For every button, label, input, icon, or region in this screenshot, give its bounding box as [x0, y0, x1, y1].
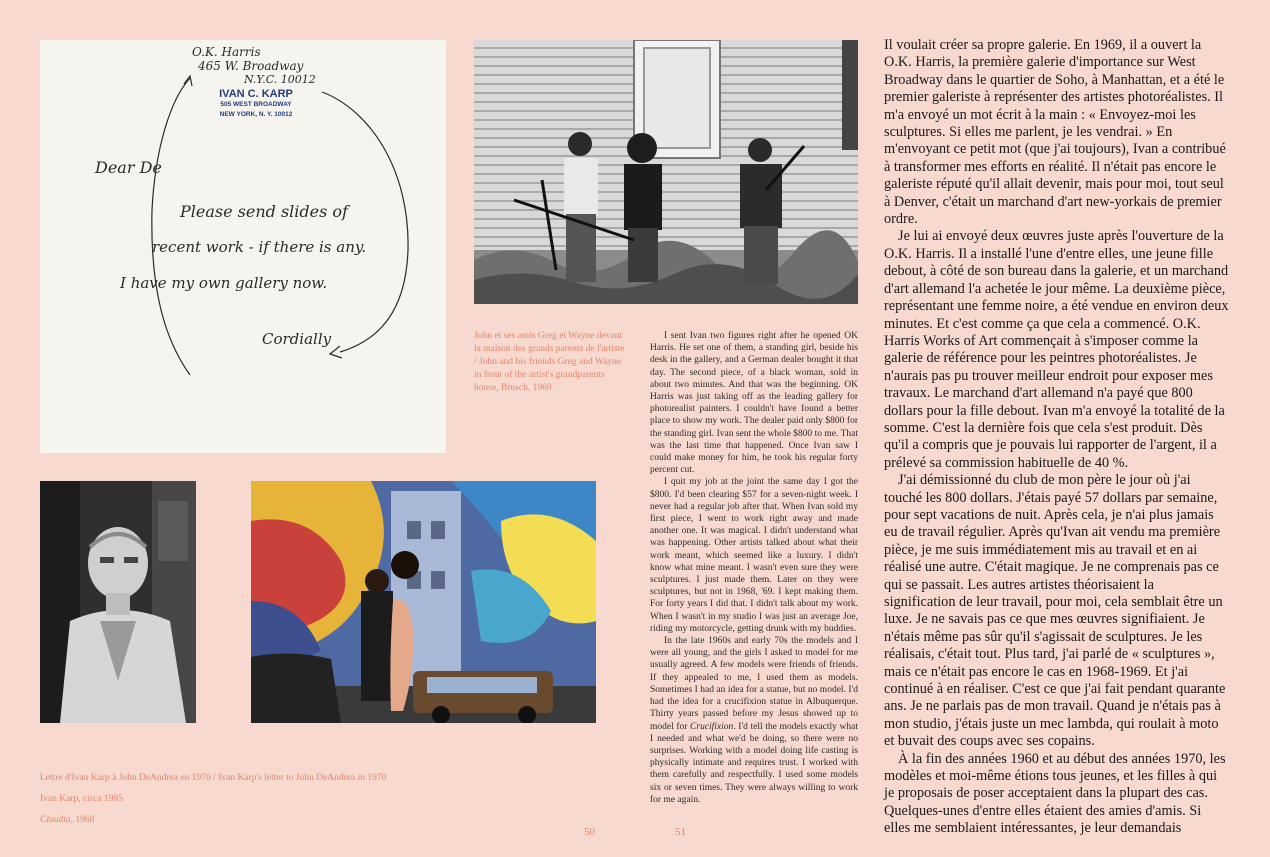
- letter-body-line3: I have my own gallery now.: [120, 274, 328, 292]
- french-paragraph: Il voulait créer sa propre galerie. En 1969, il a ouvert la O.K. Harris, la première galerie d'importance sur West Broadway dans le quartier de Soho, à Manhattan, et a été le premier galeriste à représenter des artistes photoréalistes. Il m'a envoyé un mot écrit à la main : « Envoyez-moi les sculptures. Si elles me parlent, je les vendrai. » En m'envoyant ce petit mot (que j'ai toujours), Ivan a contribué à transformer mes efforts en réalité. Il n'était pas encore le galeriste réputé qu'il allait devenir, mais pour moi, tout seul à Denver, c'était un marchand d'art new-yorkais de premier ordre.: [884, 37, 1226, 228]
- caption-claudia-title: Claudia: [40, 815, 71, 825]
- page-number-left: 50: [584, 826, 595, 838]
- french-text-column: [884, 37, 1229, 838]
- bw-photo-illustration: [474, 40, 858, 304]
- letterhead-city: NEW YORK, N. Y. 10012: [219, 111, 293, 118]
- letterhead-name: IVAN C. KARP: [219, 88, 293, 100]
- letter-closing: Cordially: [262, 330, 332, 348]
- english-paragraph-part: . I'd tell the models exactly what I needed and what we'd be doing, so there were no surprises. Working with a model doing life casting is physically intimate and requires trust. I worked with them carefully and respectfully. I used some models six or seven times. They were always willing to work for me again.: [650, 721, 858, 805]
- letter-address-line3: N.Y.C. 10012: [244, 73, 316, 86]
- english-paragraph: I quit my job at the joint the same day I got the $800. I'd been clearing $57 for a seven-night week. I never had a regular job after that. When Ivan sold my first piece, I went to work right away and made another one. It was magical. I didn't understand what was happening. Other artists talked about what their work meant, which seemed like a luxury. I didn't know what mine meant. I wasn't even sure they were sculptures. I just made them. Later on they were sculptures, but not in 1968, '69. I kept making them. For forty years I did that. I didn't talk about my work. When I wasn't in my studio I was just an average Joe, riding my motorcycle, getting drunk with my buddies.: [650, 477, 858, 634]
- handwritten-letter: [40, 40, 446, 453]
- artwork-title-crucifixion: Crucifixion: [690, 721, 734, 732]
- caption-claudia-line: [40, 814, 460, 827]
- french-paragraph: Je lui ai envoyé deux œuvres juste après l'ouverture de la O.K. Harris. Il a installé l'une d'entre elles, une jeune fille debout, à côté de son bureau dans la galerie, et un marchand d'art allemand l'a achetée le jour même. La deuxième pièce, représentant une femme noire, a été vendue en environ deux minutes. Et c'est comme ça que cela a commencé. O.K. Harris Works of Art commençait à s'imposer comme la galerie de référence pour les peintres photoréalistes. Je n'aurais pas pu trouver meilleur endroit pour exposer mes travaux. Le marchand d'art allemand n'a payé que 800 dollars pour la fille debout. Ivan m'a envoyé la totalité de la somme. C'est la dernière fois que cela s'est produit. Dès qu'il a compris que je pouvais lui rapporter de l'argent, il a prélevé sa commission habituelle de 40 %.: [884, 228, 1229, 471]
- letter-body-line1: Please send slides of: [180, 202, 348, 221]
- photo-john-and-friends: [474, 40, 858, 304]
- letter-address-line1: O.K. Harris: [192, 45, 261, 59]
- english-paragraph: I sent Ivan two figures right after he opened OK Harris. He set one of them, a standing girl, beside his desk in the gallery, and a German dealer bought it that day. The second piece, of a black woman, sold in about two minutes. And that was the beginning. OK Harris was just taking off as the leading gallery for photorealist painters. I couldn't have found a better place to show my work. The dealer paid only $800 for the standing girl. Ivan sent the whole $800 to me. That was the last time that happened. Once Ivan saw I could make money for him, he took his regular forty percent cut.: [650, 331, 858, 476]
- photo-claudia: [251, 481, 596, 723]
- karp-photo-illustration: [40, 481, 196, 723]
- english-paragraph: [650, 635, 858, 806]
- french-paragraph: J'ai démissionné du club de mon père le jour où j'ai touché les 800 dollars. J'étais payé 57 dollars par semaine, pour sept vacations de nuit. Après cela, je n'ai plus jamais eu de travail régulier. Après qu'Ivan ait vendu ma première pièce, je me suis immédiatement mis au travail et en ai réalisé une autre. C'était magique. Je ne comprenais pas ce qui se passait. Les autres artistes théorisaient la signification de leur travail, pour moi, cela semblait être un luxe. Je ne savais pas ce que mes œuvres signifiaient. Je n'étais même pas sûr qu'il s'agissait de sculptures. Je les réalisais, c'était tout. Plus tard, j'ai parlé de « sculptures », mais ce n'était pas encore le cas en 1968-1969. Et j'ai continué à en réaliser. C'est ce que j'ai fait pendant quarante ans. Je ne parlais pas de mon travail. Quand je n'étais pas à mon studio, j'étais juste un mec lambda, qui roulait à moto et buvait des coups avec ses copains.: [884, 472, 1226, 750]
- letter-address-line2: 465 W. Broadway: [198, 59, 304, 73]
- english-paragraph-part: In the late 1960s and early 70s the models and I were all young, and the girls I asked to model for me usually agreed. A few models were friends of friends. If they appealed to me, I used them as models. Sometimes I had an idea for a statue, but no model. I'd had the idea for a crucifixion statue in Albuquerque. Thirty years passed before my Jesus showed up to model for: [650, 636, 858, 732]
- english-text-column: [650, 330, 858, 806]
- caption-group-left: [40, 772, 460, 835]
- french-paragraph: À la fin des années 1960 et au début des années 1970, les modèles et moi-même étions tous jeunes, et les filles à qui je proposais de poser acceptaient dans la plupart des cas. Quelques-unes d'entre elles étaient des amies d'amis. Si elles me semblaient intéressantes, je leur demandais: [884, 750, 1226, 837]
- letter-body-line2: recent work - if there is any.: [152, 238, 367, 256]
- claudia-photo-illustration: [251, 481, 596, 723]
- caption-claudia-year: , 1968: [70, 815, 95, 825]
- caption-karp: Ivan Karp, circa 1985: [40, 794, 123, 804]
- letter-salutation: Dear De: [95, 158, 162, 177]
- letterhead-street: 505 WEST BROADWAY: [220, 101, 292, 108]
- caption-john-and-friends: John et ses amis Greg et Wayne devant la maison des grands parents de l'artiste / John and his friends Greg and Wayne in front of the artist's grandparents house, Brusch, 1969: [474, 331, 625, 393]
- photo-ivan-karp: [40, 481, 196, 723]
- page-number-right: 51: [675, 826, 686, 838]
- caption-letter: Lettre d'Ivan Karp à John DeAndrea en 1970 / Ivan Karp's letter to John DeAndrea in 1970: [40, 773, 387, 783]
